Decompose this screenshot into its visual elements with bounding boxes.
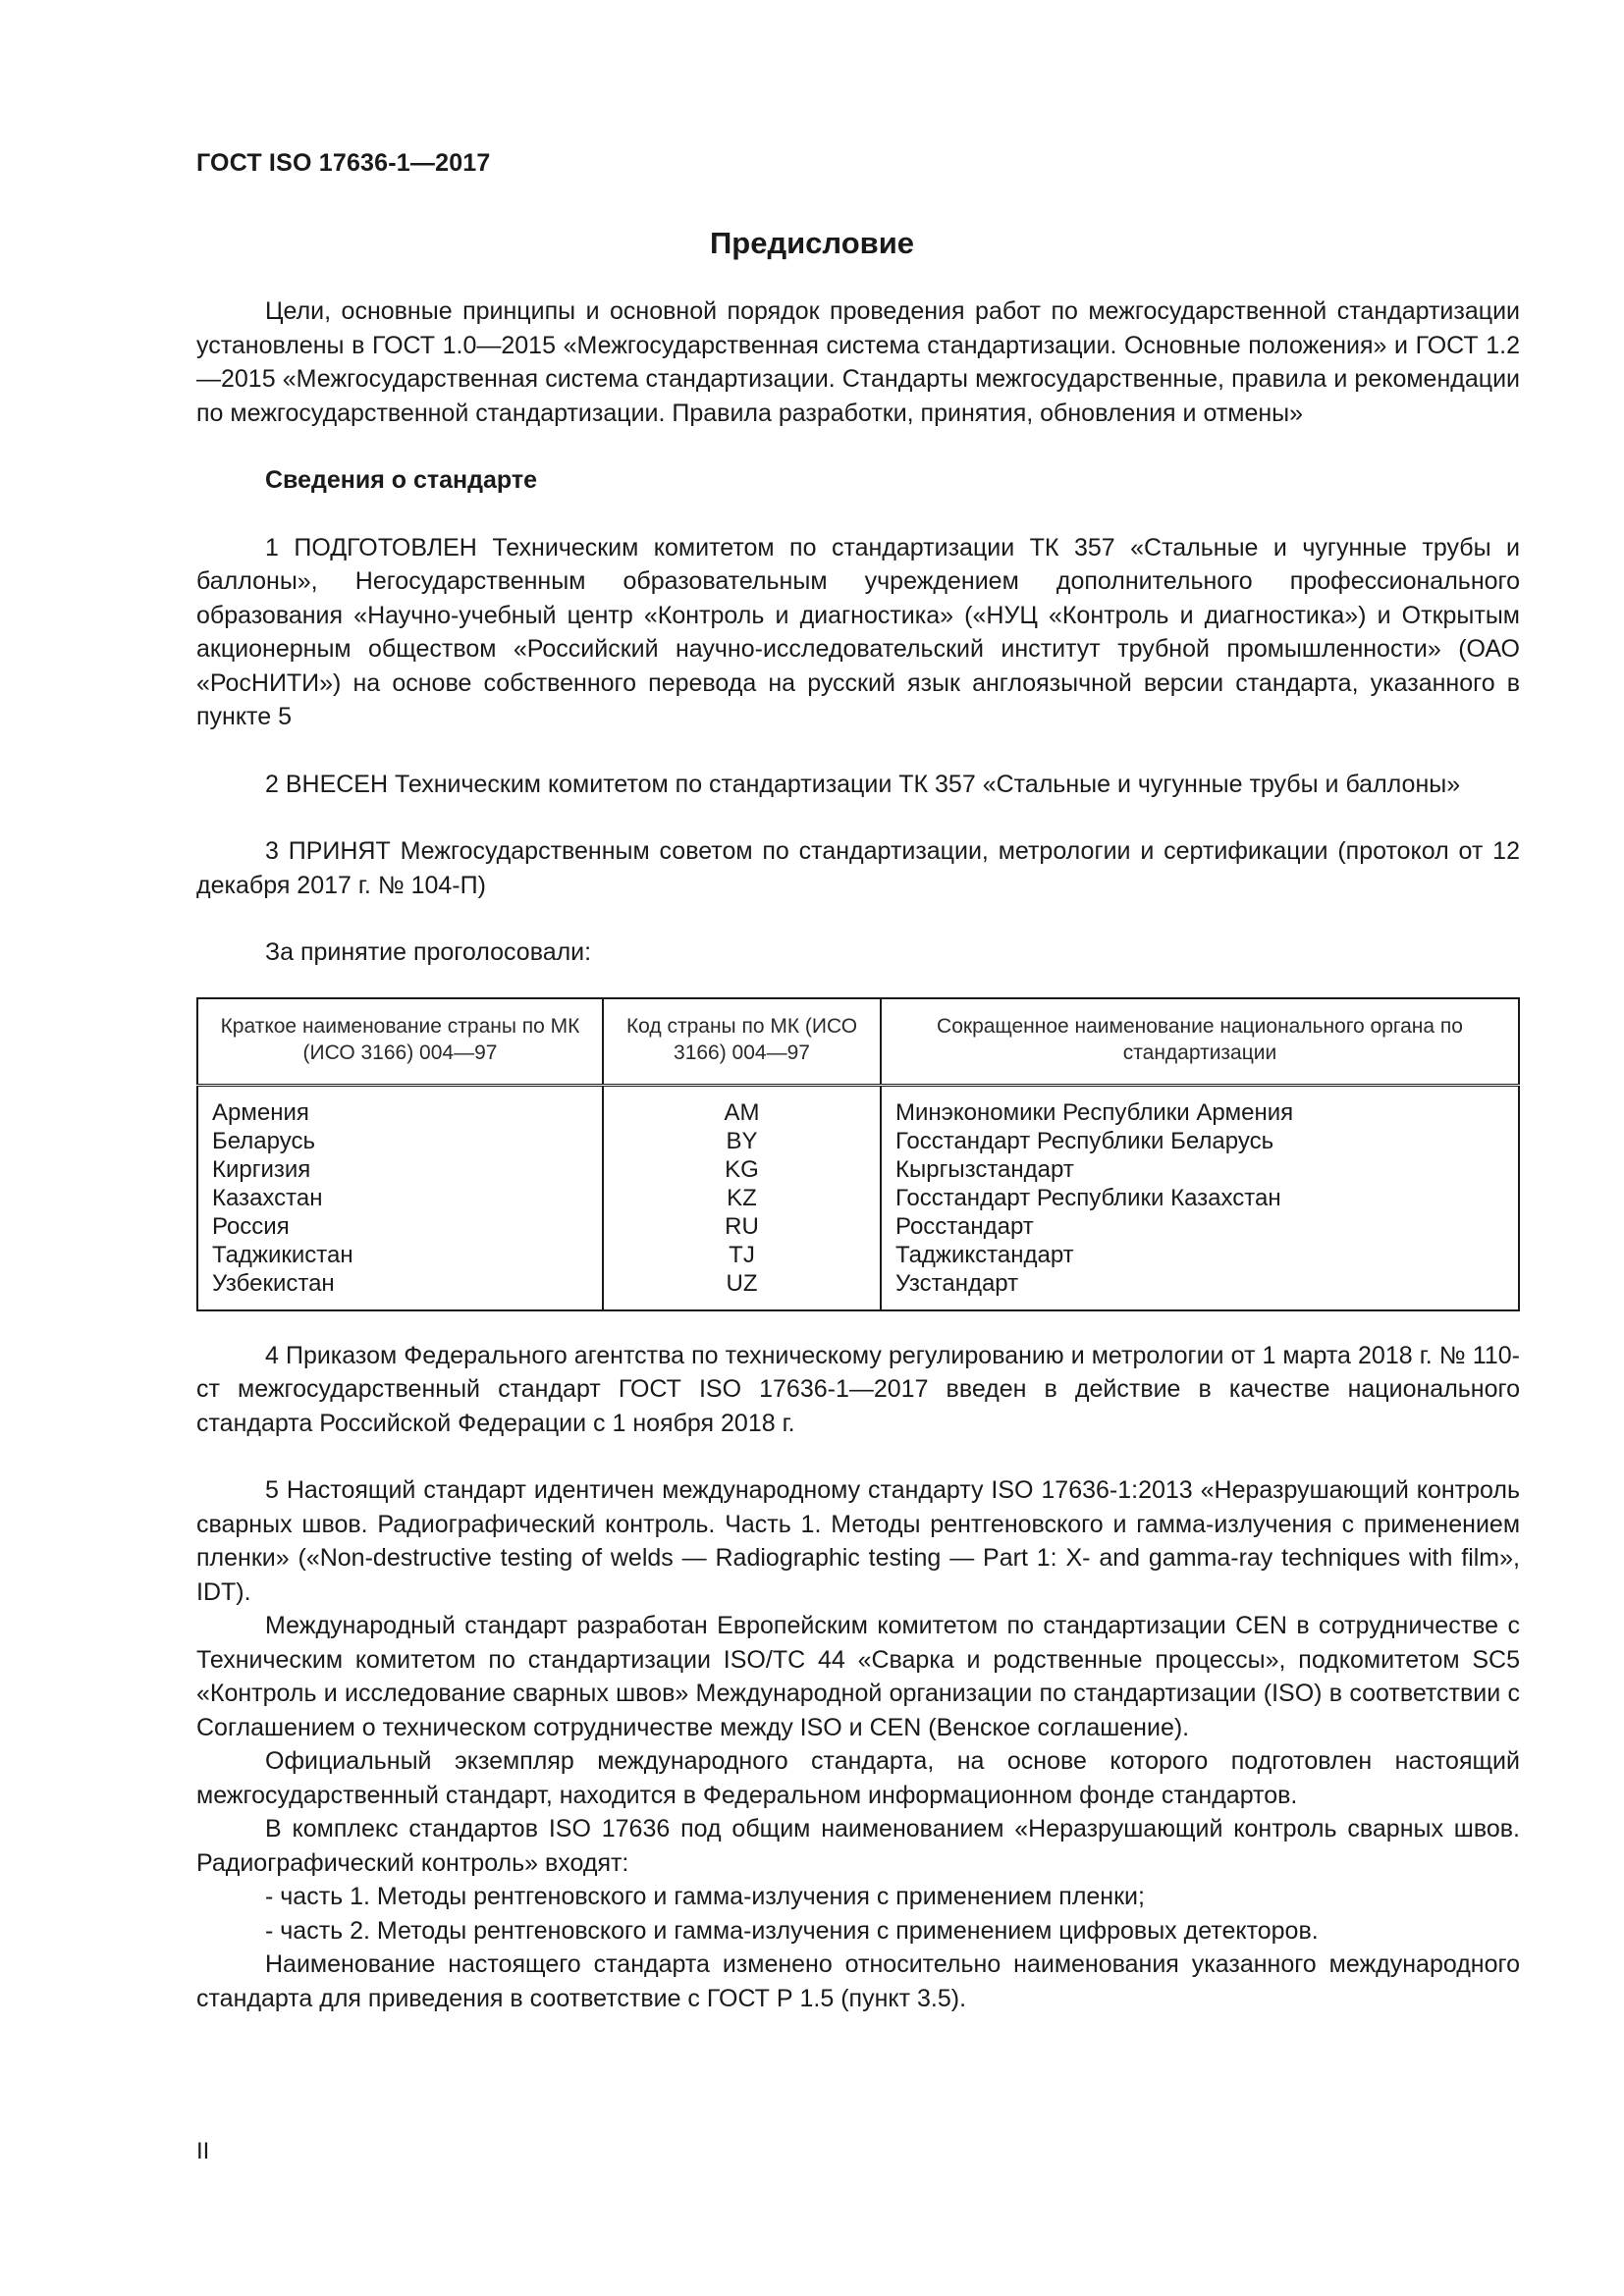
country-code: TJ [729, 1241, 755, 1268]
country-name: Россия [212, 1212, 290, 1240]
standards-body-column [881, 1085, 1519, 1310]
country-column [197, 1085, 603, 1310]
item-5-paragraph: 5 Настоящий стандарт идентичен международному стандарту ISO 17636-1:2013 «Неразрушающий контроль сварных швов. Радиографический контроль. Часть 1. Методы рентгеновского и гамма-излучения с применением пленки» («Non-destructive testing of welds — Radiographic testing — Part 1: X- and gamma-ray techniques with film», IDT). [196, 1476, 1520, 1606]
standards-body-name: Узстандарт [895, 1269, 1019, 1297]
country-name: Армения [212, 1098, 309, 1126]
document-code: ГОСТ ISO 17636-1—2017 [196, 149, 491, 177]
item-5-official-copy-paragraph: Официальный экземпляр международного стандарта, на основе которого подготовлен настоящий межгосударственный стандарт, находится в Федеральном информационном фонде стандартов. [196, 1747, 1520, 1809]
country-name: Беларусь [212, 1127, 315, 1154]
item-1-paragraph: 1 ПОДГОТОВЛЕН Техническим комитетом по стандартизации ТК 357 «Стальные и чугунные трубы и баллоны», Негосударственным образовательным учреждением дополнительного профессионального образования «Научно-учебный центр «Контроль и диагностика» («НУЦ «Контроль и диагностика») и Открытым акционерным обществом «Российский научно-исследовательский институт трубной промышленности» (ОАО «РосНИТИ») на основе собственного перевода на русский язык англоязычной версии стандарта, указанного в пункте 5 [196, 533, 1520, 730]
standards-body-name: Росстандарт [895, 1212, 1034, 1240]
item-3-paragraph: 3 ПРИНЯТ Межгосударственным советом по стандартизации, метрологии и сертификации (протокол от 12 декабря 2017 г. № 104-П) [196, 837, 1520, 899]
item-5-title-change-paragraph: Наименование настоящего стандарта изменено относительно наименования указанного международного стандарта для приведения в соответствие с ГОСТ Р 1.5 (пункт 3.5). [196, 1950, 1520, 2012]
table-header-code: Код страны по МК (ИСО 3166) 004—97 [603, 998, 881, 1086]
country-code: UZ [726, 1269, 758, 1297]
country-code: RU [725, 1212, 759, 1240]
code-column [603, 1085, 881, 1310]
document-body [196, 294, 1520, 2015]
standards-body-name: Кыргызстандарт [895, 1155, 1074, 1183]
country-name: Казахстан [212, 1184, 323, 1211]
voting-states-table [196, 997, 1520, 1311]
table-body-row [197, 1085, 1519, 1310]
country-code: AM [724, 1098, 760, 1126]
item-5-cen-paragraph: Международный стандарт разработан Европейским комитетом по стандартизации CEN в сотрудничестве с Техническим комитетом по стандартизации ISO/TC 44 «Сварка и родственные процессы», подкомитетом SC5 «Контроль и исследование сварных швов» Международной организации по стандартизации (ISO) в соответствии с Соглашением о техническом сотрудничестве между ISO и CEN (Венское соглашение). [196, 1612, 1520, 1741]
series-part-2: - часть 2. Методы рентгеновского и гамма-излучения с применением цифровых детекторов. [265, 1916, 1319, 1945]
country-code: BY [726, 1127, 758, 1154]
table-header-body: Сокращенное наименование национального органа по стандартизации [881, 998, 1519, 1086]
intro-paragraph: Цели, основные принципы и основной порядок проведения работ по межгосударственной стандартизации установлены в ГОСТ 1.0—2015 «Межгосударственная система стандартизации. Основные положения» и ГОСТ 1.2—2015 «Межгосударственная система стандартизации. Стандарты межгосударственные, правила и рекомендации по межгосударственной стандартизации. Правила разработки, принятия, обновления и отмены» [196, 297, 1520, 427]
standards-body-name: Таджикстандарт [895, 1241, 1074, 1268]
voted-label: За принятие проголосовали: [265, 938, 592, 966]
standards-body-name: Госстандарт Республики Беларусь [895, 1127, 1274, 1154]
country-name: Узбекистан [212, 1269, 335, 1297]
country-name: Таджикистан [212, 1241, 353, 1268]
table-header-row [197, 998, 1519, 1086]
item-2-paragraph: 2 ВНЕСЕН Техническим комитетом по стандартизации ТК 357 «Стальные и чугунные трубы и баллоны» [265, 770, 1461, 798]
table-header-country: Краткое наименование страны по МК (ИСО 3166) 004—97 [197, 998, 603, 1086]
country-code: KG [725, 1155, 759, 1183]
standards-body-name: Госстандарт Республики Казахстан [895, 1184, 1281, 1211]
standards-body-name: Минэкономики Республики Армения [895, 1098, 1294, 1126]
section-heading: Сведения о стандарте [265, 466, 538, 494]
country-name: Киргизия [212, 1155, 311, 1183]
series-part-1: - часть 1. Методы рентгеновского и гамма-излучения с применением пленки; [265, 1883, 1145, 1910]
page-number: II [196, 2138, 210, 2164]
item-5-series-paragraph: В комплекс стандартов ISO 17636 под общим наименованием «Неразрушающий контроль сварных швов. Радиографический контроль» входят: [196, 1815, 1520, 1877]
page-title: Предисловие [709, 226, 914, 260]
item-4-paragraph: 4 Приказом Федерального агентства по техническому регулированию и метрологии от 1 марта 2018 г. № 110-ст межгосударственный стандарт ГОСТ ISO 17636-1—2017 введен в действие в качестве национального стандарта Российской Федерации с 1 ноября 2018 г. [196, 1341, 1520, 1437]
country-code: KZ [727, 1184, 757, 1211]
